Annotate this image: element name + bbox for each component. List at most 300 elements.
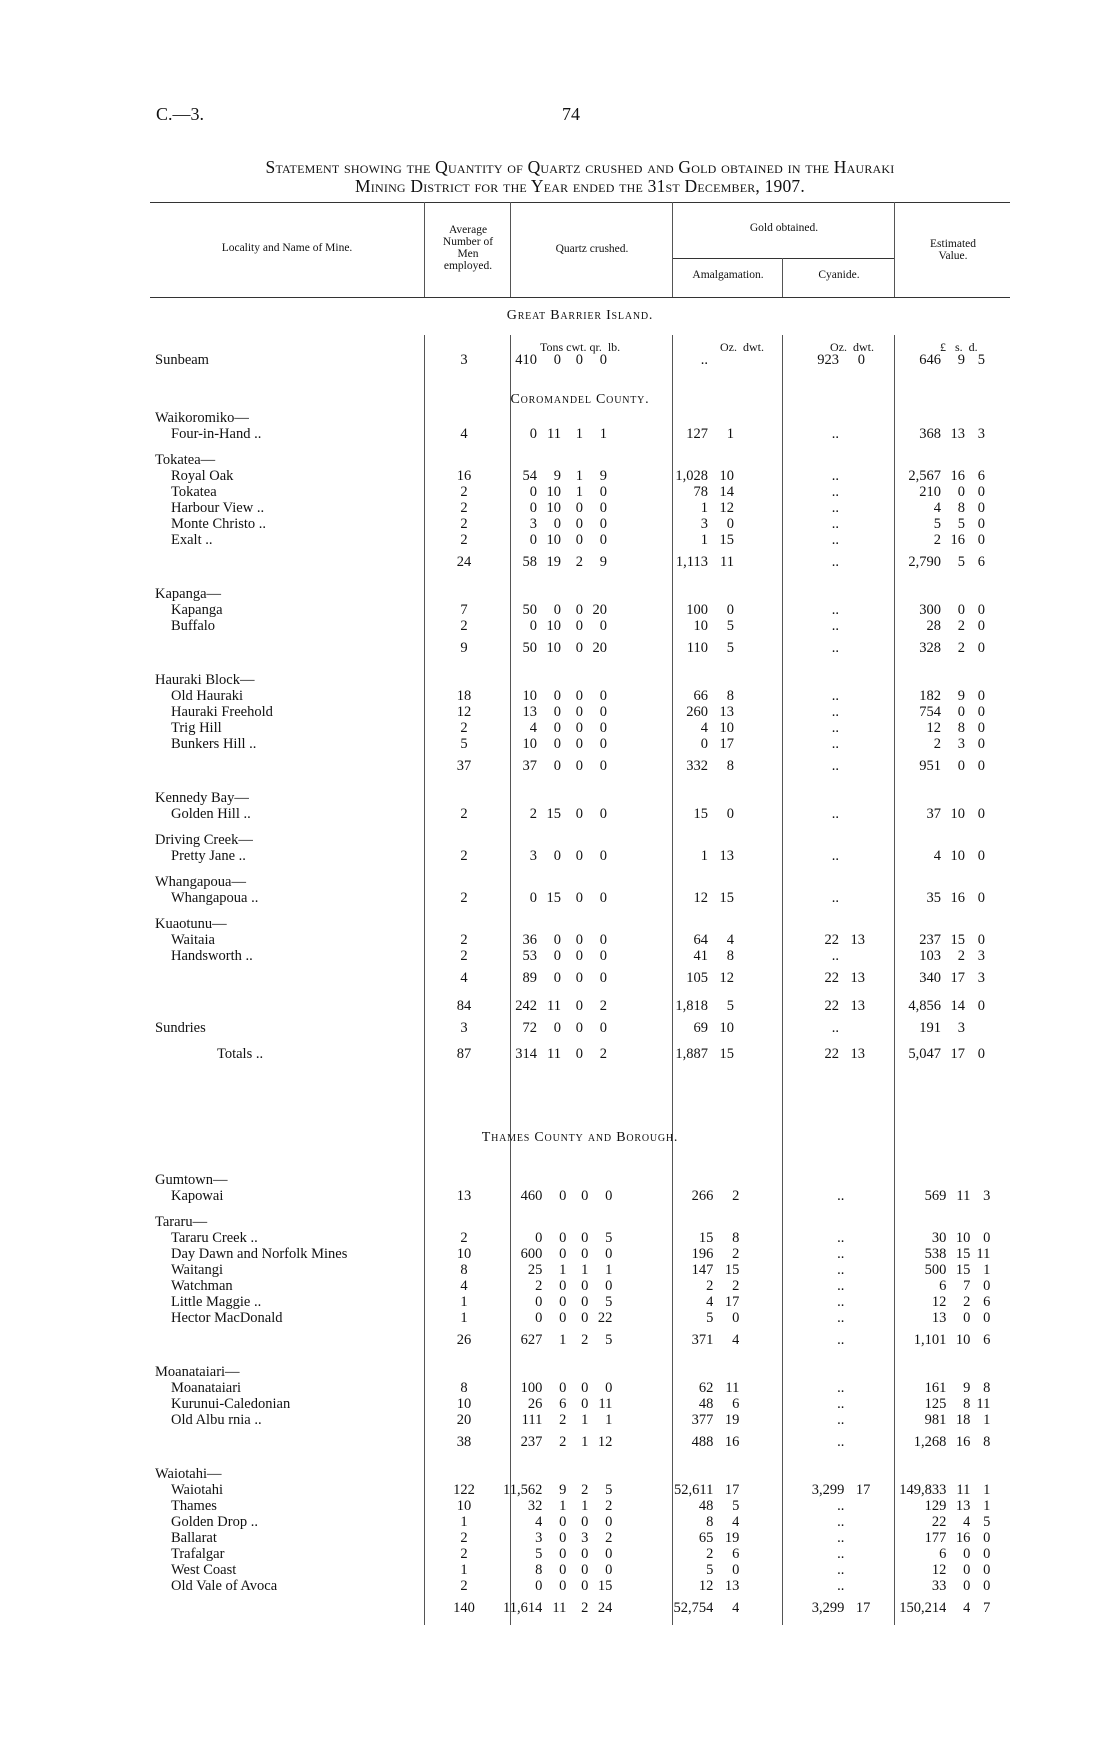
quartz-qr-cell: 0 <box>575 806 583 822</box>
value-shillings-cell: 9 <box>963 1380 971 1396</box>
mine-name: Sundries <box>155 1020 206 1036</box>
quartz-cwt-cell <box>537 672 561 688</box>
group-header-row <box>155 672 985 688</box>
quartz-cwt-cell: 9 <box>553 468 561 484</box>
value-pence-cell: 0 <box>983 1546 991 1562</box>
quartz-tons-cell: 0 <box>529 532 537 548</box>
amalgamation-dwt-cell: 19 <box>724 1530 740 1546</box>
amalgamation-dwt-cell <box>713 1214 739 1230</box>
quartz-lb-cell: 2 <box>605 1530 613 1546</box>
gap-cell <box>865 426 885 442</box>
mine-name-cell <box>155 1412 425 1428</box>
spacer-cell <box>155 906 985 916</box>
men-employed-cell <box>425 410 503 426</box>
gap-cell <box>865 720 885 736</box>
value-shillings-cell: 8 <box>963 1396 971 1412</box>
cyanide-dwt-cell <box>839 720 865 736</box>
quartz-lb-cell: 12 <box>597 1434 613 1450</box>
group-header-row <box>155 410 985 426</box>
value-shillings-cell: 16 <box>950 890 965 906</box>
mine-name-cell <box>155 1578 425 1594</box>
amalgamation-dwt-cell: 2 <box>732 1246 740 1262</box>
mine-name: Kapowai <box>171 1188 224 1204</box>
value-pence-cell: 0 <box>983 1310 991 1326</box>
col-gold: Gold obtained. <box>749 222 819 234</box>
quartz-qr-cell: 0 <box>575 618 583 634</box>
quartz-tons-cell: 11,562 <box>503 1482 543 1498</box>
quartz-qr-cell: 0 <box>575 1046 583 1062</box>
group-name: Gumtown— <box>155 1172 228 1188</box>
col-amalgamation: Amalgamation. <box>692 269 764 281</box>
amalgamation-dwt-cell: 17 <box>719 736 734 752</box>
gap-cell <box>734 932 760 948</box>
cyanide-dwt-cell <box>844 1498 870 1514</box>
mine-name-cell <box>155 948 425 964</box>
cyanide-dwt-cell <box>839 874 865 890</box>
amalgamation-dwt-cell: 6 <box>732 1396 740 1412</box>
quartz-qr-cell <box>561 410 583 426</box>
section-title-coromandel: Coromandel County. <box>510 392 650 407</box>
quartz-lb-cell <box>583 832 607 848</box>
group-name: Whangapoua— <box>155 874 246 890</box>
value-pence-cell: 5 <box>983 1514 991 1530</box>
cyanide-dwt-cell <box>844 1514 870 1530</box>
value-shillings-cell: 0 <box>963 1578 971 1594</box>
amalgamation-oz-cell: 64 <box>693 932 708 948</box>
value-shillings-cell: 16 <box>950 468 965 484</box>
value-shillings-cell: 0 <box>957 758 965 774</box>
gap-cell <box>612 1396 630 1412</box>
quartz-qr-cell: 2 <box>575 554 583 570</box>
group-name: Kapanga— <box>155 586 222 602</box>
value-pounds-cell <box>885 586 941 602</box>
amalgamation-oz-cell: 65 <box>698 1530 714 1546</box>
spacer-row <box>155 1456 990 1466</box>
table-thames <box>155 1172 990 1622</box>
value-pence-cell: 6 <box>977 554 985 570</box>
spacer-row <box>155 864 985 874</box>
value-shillings-cell: 10 <box>950 848 965 864</box>
mine-name-cell <box>155 602 425 618</box>
mine-name-cell <box>155 1396 425 1412</box>
gap-cell <box>865 704 885 720</box>
quartz-cwt-cell: 10 <box>546 640 561 656</box>
cyanide-dwt-cell <box>839 500 865 516</box>
gap-cell <box>870 1310 890 1326</box>
mine-name: Bunkers Hill .. <box>171 736 257 752</box>
quartz-tons-cell: 13 <box>522 704 537 720</box>
gap-cell <box>870 1428 890 1456</box>
units-value: £ s. d. <box>940 340 978 354</box>
quartz-lb-cell: 22 <box>597 1310 613 1326</box>
gap-cell <box>734 832 760 848</box>
mine-name-cell <box>155 618 425 634</box>
header-vline-2 <box>510 202 511 297</box>
quartz-qr-cell: 0 <box>575 720 583 736</box>
gap-cell <box>865 468 885 484</box>
cyanide-dwt-cell <box>839 586 865 602</box>
gap-cell <box>607 634 625 662</box>
quartz-tons-cell <box>503 790 537 806</box>
men-employed-cell: 3 <box>460 1020 468 1036</box>
value-pence-cell <box>970 1364 990 1380</box>
table-row <box>155 1020 985 1036</box>
men-employed-cell: 2 <box>460 532 468 548</box>
value-shillings-cell: 18 <box>955 1412 971 1428</box>
gap-cell <box>870 1466 890 1482</box>
quartz-lb-cell: 0 <box>599 532 607 548</box>
gap-cell <box>734 848 760 864</box>
quartz-lb-cell <box>588 1364 612 1380</box>
table-row <box>155 1230 990 1246</box>
men-employed-cell <box>425 586 503 602</box>
cyanide-dwt-cell <box>839 704 865 720</box>
cyanide-dwt-cell: 13 <box>850 998 865 1014</box>
gap-cell <box>870 1294 890 1310</box>
amalgamation-oz-cell: 1,113 <box>675 554 708 570</box>
units-gold-cyan: Oz. dwt. <box>830 340 874 354</box>
quartz-cwt-cell: 9 <box>559 1482 567 1498</box>
table-row <box>155 1278 990 1294</box>
value-pounds-cell: 340 <box>919 970 941 986</box>
page-number: 74 <box>562 104 580 124</box>
men-employed-cell: 4 <box>460 1278 468 1294</box>
value-shillings-cell <box>946 1172 970 1188</box>
cyanide-dwt-cell <box>839 832 865 848</box>
value-pounds-cell: 12 <box>931 1562 947 1578</box>
men-employed-cell: 2 <box>460 848 468 864</box>
mine-name-cell <box>155 1188 425 1204</box>
mine-name: Trig Hill <box>171 720 222 736</box>
gap-cell <box>739 1514 765 1530</box>
amalgamation-dwt-cell: 19 <box>724 1412 740 1428</box>
quartz-qr-cell <box>561 672 583 688</box>
quartz-lb-cell: 0 <box>599 848 607 864</box>
amalgamation-dwt-cell <box>713 1364 739 1380</box>
value-shillings-cell: 4 <box>963 1600 971 1616</box>
mine-name: Hauraki Freehold <box>171 704 273 720</box>
value-pounds-cell <box>885 452 941 468</box>
quartz-lb-cell: 0 <box>605 1380 613 1396</box>
quartz-qr-cell <box>566 1214 588 1230</box>
value-pounds-cell: 103 <box>919 948 941 964</box>
gap-cell <box>612 1172 630 1188</box>
cyanide-dwt-cell <box>839 532 865 548</box>
mine-name-cell <box>155 1364 425 1380</box>
table-row <box>155 500 985 516</box>
men-employed-cell: 122 <box>453 1482 475 1498</box>
cyanide-dwt-cell <box>844 1364 870 1380</box>
value-shillings-cell: 2 <box>957 618 965 634</box>
men-employed-cell: 20 <box>456 1412 472 1428</box>
gap-cell <box>612 1364 630 1380</box>
spacer-cell <box>155 576 985 586</box>
cyanide-oz-cell: .. <box>831 618 839 634</box>
amalgamation-oz-cell: 377 <box>691 1412 714 1428</box>
gap-cell <box>612 1482 630 1498</box>
quartz-lb-cell <box>583 410 607 426</box>
value-pence-cell: 0 <box>983 1230 991 1246</box>
quartz-cwt-cell: 11 <box>552 1600 567 1616</box>
quartz-cwt-cell: 1 <box>559 1498 567 1514</box>
cyanide-dwt-cell <box>844 1172 870 1188</box>
amalgamation-oz-cell: 8 <box>706 1514 714 1530</box>
amalgamation-dwt-cell: 5 <box>726 640 734 656</box>
value-pence-cell: 6 <box>983 1294 991 1310</box>
quartz-lb-cell: 0 <box>599 618 607 634</box>
quartz-cwt-cell: 0 <box>559 1294 567 1310</box>
amalgamation-dwt-cell: 2 <box>732 1188 740 1204</box>
gap-cell <box>739 1466 765 1482</box>
gap-cell <box>734 634 760 662</box>
men-employed-cell <box>425 1466 503 1482</box>
quartz-cwt-cell: 10 <box>546 500 561 516</box>
quartz-cwt-cell: 6 <box>559 1396 567 1412</box>
value-pence-cell: 0 <box>977 640 985 656</box>
amalgamation-oz-cell: 52,611 <box>674 1482 714 1498</box>
quartz-lb-cell: 0 <box>605 1278 613 1294</box>
gap-cell <box>612 1230 630 1246</box>
amalgamation-dwt-cell: 1 <box>726 426 734 442</box>
value-pence-cell <box>965 832 985 848</box>
gap-cell <box>607 516 625 532</box>
table-row <box>155 1262 990 1278</box>
gap-cell <box>612 1498 630 1514</box>
cyanide-oz-cell: .. <box>831 532 839 548</box>
cyanide-dwt-cell: 0 <box>857 352 865 368</box>
cyanide-oz-cell <box>760 916 839 932</box>
mine-name: Old Vale of Avoca <box>171 1578 278 1594</box>
value-shillings-cell <box>941 832 965 848</box>
quartz-qr-cell: 0 <box>575 516 583 532</box>
gap-cell <box>734 1020 760 1036</box>
gap-cell <box>739 1428 765 1456</box>
value-pence-cell: 3 <box>977 426 985 442</box>
gap-cell <box>865 672 885 688</box>
table-row <box>155 1246 990 1262</box>
gap-cell <box>607 704 625 720</box>
cyanide-oz-cell: .. <box>831 426 839 442</box>
cyanide-oz-cell: .. <box>837 1262 845 1278</box>
value-shillings-cell <box>946 1364 970 1380</box>
gap-cell <box>612 1514 630 1530</box>
quartz-qr-cell: 0 <box>581 1188 589 1204</box>
amalgamation-dwt-cell: 15 <box>719 1046 734 1062</box>
group-header-row <box>155 1214 990 1230</box>
cyanide-oz-cell: .. <box>837 1412 845 1428</box>
value-shillings-cell: 10 <box>955 1230 971 1246</box>
subtotal-row <box>155 992 985 1020</box>
cyanide-dwt-cell: 17 <box>855 1482 871 1498</box>
men-employed-cell: 3 <box>460 352 468 368</box>
gap-cell <box>612 1262 630 1278</box>
col-locality: Locality and Name of Mine. <box>221 242 353 254</box>
value-pounds-cell <box>885 874 941 890</box>
mine-name-cell <box>155 1428 425 1456</box>
quartz-cwt-cell: 0 <box>559 1188 567 1204</box>
quartz-lb-cell <box>588 1466 612 1482</box>
cyanide-oz-cell: .. <box>837 1380 845 1396</box>
page-title <box>150 158 1010 196</box>
gap-cell <box>870 1326 890 1354</box>
cyanide-oz-cell <box>760 790 839 806</box>
quartz-tons-cell: 5 <box>535 1546 543 1562</box>
mine-name-cell <box>155 964 425 992</box>
gap-cell <box>607 790 625 806</box>
value-pounds-cell: 35 <box>926 890 941 906</box>
quartz-qr-cell: 1 <box>581 1498 589 1514</box>
gap-cell <box>865 736 885 752</box>
spacer-cell <box>155 662 985 672</box>
gap-cell <box>870 1498 890 1514</box>
table-row <box>155 1530 990 1546</box>
cyanide-oz-cell: .. <box>837 1434 845 1450</box>
gap-cell <box>739 1594 765 1622</box>
value-shillings-cell: 0 <box>957 704 965 720</box>
value-pounds-cell: 2 <box>933 736 941 752</box>
value-pounds-cell: 951 <box>919 758 941 774</box>
cyanide-oz-cell: .. <box>831 948 839 964</box>
gap-cell <box>734 916 760 932</box>
men-employed-cell: 84 <box>456 998 472 1014</box>
quartz-tons-cell: 53 <box>522 948 537 964</box>
value-pence-cell: 7 <box>983 1600 991 1616</box>
cyanide-oz-cell: .. <box>837 1278 845 1294</box>
amalgamation-dwt-cell <box>708 874 734 890</box>
cyanide-dwt-cell <box>839 890 865 906</box>
gap-cell <box>870 1482 890 1498</box>
value-shillings-cell: 3 <box>957 1020 965 1036</box>
gap-cell <box>612 1294 630 1310</box>
value-shillings-cell: 2 <box>963 1294 971 1310</box>
quartz-lb-cell <box>583 790 607 806</box>
value-pounds-cell: 161 <box>924 1380 947 1396</box>
men-employed-cell: 7 <box>460 602 468 618</box>
quartz-tons-cell: 4 <box>535 1514 543 1530</box>
cyanide-dwt-cell <box>839 848 865 864</box>
mine-name-cell <box>155 1172 425 1188</box>
table-great-barrier <box>155 352 985 368</box>
amalgamation-dwt-cell: 16 <box>724 1434 740 1450</box>
table-row <box>155 532 985 548</box>
value-pence-cell: 6 <box>977 468 985 484</box>
value-pounds-cell: 368 <box>919 426 941 442</box>
value-pence-cell <box>970 1466 990 1482</box>
value-pounds-cell: 328 <box>919 640 941 656</box>
gap-cell <box>739 1294 765 1310</box>
gap-cell <box>607 806 625 822</box>
value-shillings-cell: 16 <box>955 1530 971 1546</box>
gap-cell <box>607 890 625 906</box>
gap-cell <box>607 1046 625 1062</box>
quartz-tons-cell: 2 <box>535 1278 543 1294</box>
group-name: Waiotahi— <box>155 1466 222 1482</box>
quartz-cwt-cell <box>542 1364 566 1380</box>
gap-cell <box>739 1230 765 1246</box>
gap-cell <box>739 1214 765 1230</box>
amalgamation-dwt-cell: 13 <box>719 848 734 864</box>
value-shillings-cell: 15 <box>955 1246 971 1262</box>
value-pence-cell: 3 <box>977 948 985 964</box>
value-pence-cell <box>970 1214 990 1230</box>
mine-name-cell <box>155 1546 425 1562</box>
gap-cell <box>734 548 760 576</box>
gap-cell <box>734 532 760 548</box>
mine-name-cell <box>155 548 425 576</box>
gap-cell <box>865 688 885 704</box>
group-name: Waikoromiko— <box>155 410 249 426</box>
quartz-cwt-cell: 1 <box>559 1332 567 1348</box>
value-pounds-cell: 150,214 <box>899 1600 947 1616</box>
quartz-qr-cell: 0 <box>581 1546 589 1562</box>
quartz-qr-cell: 1 <box>575 468 583 484</box>
subtotal-row <box>155 1594 990 1622</box>
quartz-qr-cell: 1 <box>581 1262 589 1278</box>
gap-cell <box>734 352 760 368</box>
quartz-qr-cell: 0 <box>575 688 583 704</box>
amalgamation-dwt-cell: 4 <box>732 1332 740 1348</box>
gap-cell <box>607 586 625 602</box>
mine-name-cell <box>155 586 425 602</box>
quartz-lb-cell: 0 <box>599 484 607 500</box>
value-pounds-cell: 538 <box>924 1246 947 1262</box>
quartz-cwt-cell: 0 <box>559 1380 567 1396</box>
value-shillings-cell <box>941 874 965 890</box>
amalgamation-oz-cell <box>625 790 708 806</box>
amalgamation-dwt-cell: 8 <box>726 758 734 774</box>
quartz-qr-cell: 0 <box>581 1278 589 1294</box>
gap-cell <box>607 352 625 368</box>
value-shillings-cell: 13 <box>955 1498 971 1514</box>
quartz-tons-cell: 0 <box>535 1294 543 1310</box>
amalgamation-dwt-cell <box>708 452 734 468</box>
spacer-row <box>155 442 985 452</box>
quartz-qr-cell: 0 <box>575 890 583 906</box>
amalgamation-oz-cell: 69 <box>693 1020 708 1036</box>
quartz-lb-cell: 15 <box>597 1578 613 1594</box>
quartz-tons-cell <box>503 1466 542 1482</box>
mine-name: Day Dawn and Norfolk Mines <box>171 1246 348 1262</box>
gap-cell <box>607 410 625 426</box>
mine-name: Buffalo <box>171 618 216 634</box>
gap-cell <box>739 1498 765 1514</box>
quartz-qr-cell: 0 <box>581 1230 589 1246</box>
amalgamation-oz-cell: 260 <box>686 704 708 720</box>
value-pounds-cell <box>890 1214 946 1230</box>
mine-name-cell <box>155 1262 425 1278</box>
value-pounds-cell: 149,833 <box>899 1482 947 1498</box>
amalgamation-dwt-cell: 17 <box>724 1294 740 1310</box>
amalgamation-dwt-cell <box>713 1172 739 1188</box>
mine-name: Totals .. <box>217 1046 264 1062</box>
quartz-tons-cell: 8 <box>535 1562 543 1578</box>
cyanide-oz-cell: .. <box>837 1562 845 1578</box>
quartz-tons-cell: 0 <box>535 1230 543 1246</box>
value-pence-cell: 3 <box>977 970 985 986</box>
amalgamation-dwt-cell: 14 <box>719 484 734 500</box>
amalgamation-oz-cell: 3 <box>700 516 708 532</box>
quartz-cwt-cell: 0 <box>553 948 561 964</box>
amalgamation-dwt-cell: 11 <box>720 554 734 570</box>
gap-cell <box>612 1594 630 1622</box>
quartz-cwt-cell: 15 <box>546 890 561 906</box>
quartz-cwt-cell: 11 <box>547 998 561 1014</box>
amalgamation-dwt-cell: 8 <box>726 948 734 964</box>
col-men-line-1: Average <box>448 224 488 236</box>
gap-cell <box>865 602 885 618</box>
amalgamation-oz-cell: 0 <box>700 736 708 752</box>
amalgamation-oz-cell: 12 <box>698 1578 714 1594</box>
